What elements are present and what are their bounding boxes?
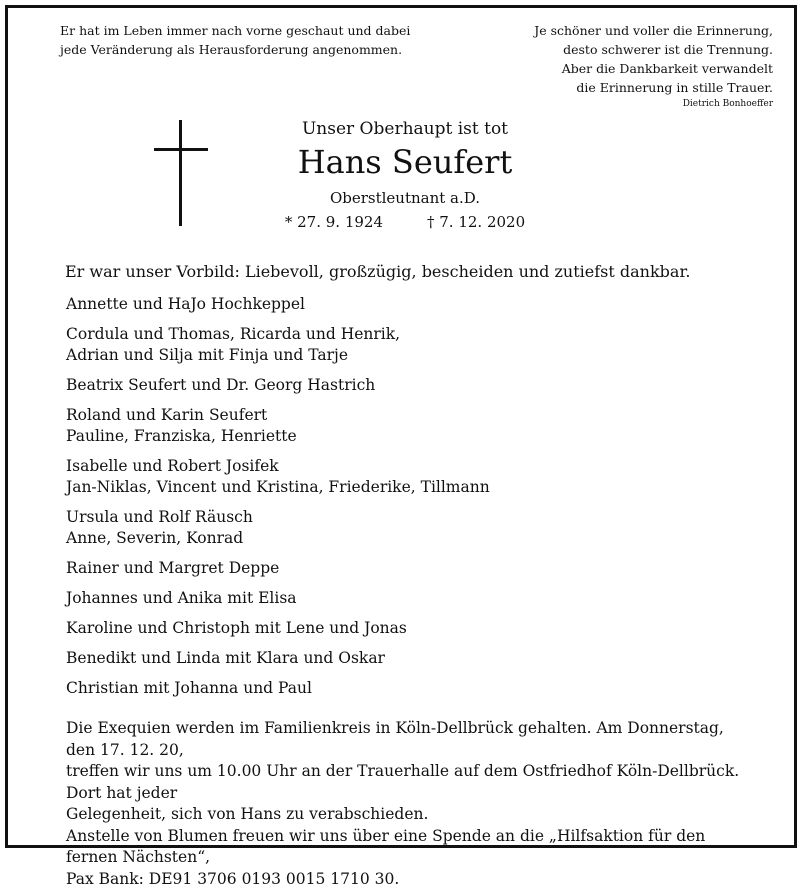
quote-left-line: jede Veränderung als Herausforderung angenommen. [60,40,440,59]
family-line: Johannes und Anika mit Elisa [66,588,746,609]
family-group [66,678,746,699]
birth-date: * 27. 9. 1924 [285,212,383,232]
quote-right-line: desto schwerer ist die Trennung. [453,40,773,59]
motto-line: Er war unser Vorbild: Liebevoll, großzügig, bescheiden und zutiefst dankbar. [65,262,745,282]
notice-line: Anstelle von Blumen freuen wir uns über eine Spende an die „Hilfsaktion für den fernen Nächsten“, [66,826,756,869]
family-line: Isabelle und Robert Josifek [66,456,746,477]
family-line: Benedikt und Linda mit Klara und Oskar [66,648,746,669]
cross-icon [154,120,208,226]
family-group [66,588,746,609]
life-dates [220,212,590,232]
death-date: † 7. 12. 2020 [427,212,525,232]
family-line: Roland und Karin Seufert [66,405,746,426]
family-line: Jan-Niklas, Vincent und Kristina, Friederike, Tillmann [66,477,746,498]
family-line: Beatrix Seufert und Dr. Georg Hastrich [66,375,746,396]
quote-author: Dietrich Bonhoeffer [453,97,773,111]
family-line: Annette und HaJo Hochkeppel [66,294,746,315]
funeral-notice [66,718,756,890]
mourners-list [66,294,746,708]
family-group [66,507,746,549]
family-line: Rainer und Margret Deppe [66,558,746,579]
family-line: Adrian und Silja mit Finja und Tarje [66,345,746,366]
quote-right [453,21,773,111]
family-group [66,648,746,669]
deceased-rank: Oberstleutnant a.D. [220,188,590,208]
family-group [66,405,746,447]
family-line: Pauline, Franziska, Henriette [66,426,746,447]
family-group [66,375,746,396]
deceased-name: Hans Seufert [220,142,590,182]
header-subtitle: Unser Oberhaupt ist tot [220,118,590,140]
family-line: Anne, Severin, Konrad [66,528,746,549]
family-line: Karoline und Christoph mit Lene und Jonas [66,618,746,639]
notice-line: Die Exequien werden im Familienkreis in Köln-Dellbrück gehalten. Am Donnerstag, den 17. 12. 20, [66,718,756,761]
family-line: Christian mit Johanna und Paul [66,678,746,699]
family-group [66,294,746,315]
family-group [66,558,746,579]
quote-right-line: Je schöner und voller die Erinnerung, [453,21,773,40]
quote-left-line: Er hat im Leben immer nach vorne geschaut und dabei [60,21,440,40]
notice-line: Pax Bank: DE91 3706 0193 0015 1710 30. [66,869,756,890]
family-group [66,618,746,639]
quote-right-line: die Erinnerung in stille Trauer. [453,78,773,97]
family-group [66,456,746,498]
notice-line: Gelegenheit, sich von Hans zu verabschieden. [66,804,756,826]
obituary-header [220,118,590,232]
quote-right-line: Aber die Dankbarkeit verwandelt [453,59,773,78]
notice-line: treffen wir uns um 10.00 Uhr an der Trauerhalle auf dem Ostfriedhof Köln-Dellbrück. Dort hat jeder [66,761,756,804]
family-line: Ursula und Rolf Räusch [66,507,746,528]
family-line: Cordula und Thomas, Ricarda und Henrik, [66,324,746,345]
family-group [66,324,746,366]
quote-left [60,21,440,59]
